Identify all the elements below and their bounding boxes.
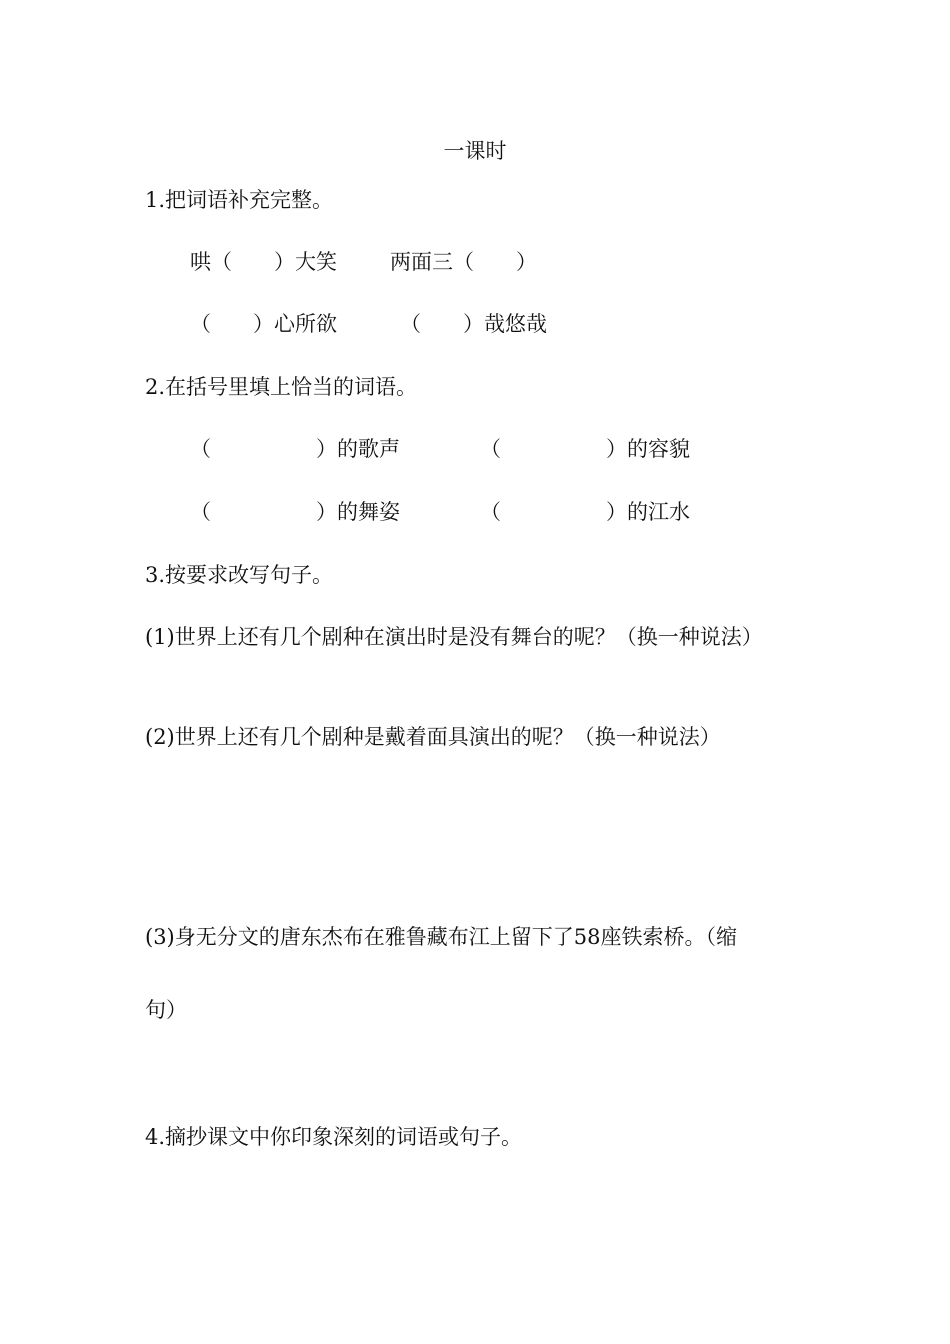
question-2-heading: 2.在括号里填上恰当的词语。 <box>145 375 418 399</box>
question-3-heading: 3.按要求改写句子。 <box>145 563 334 587</box>
q2-fill-item[interactable]: （ ）的舞姿 <box>190 500 400 524</box>
q1-fill-item[interactable]: 两面三（ ） <box>390 250 537 274</box>
q3-sentence-2: (2)世界上还有几个剧种是戴着面具演出的呢？（换一种说法） <box>145 725 721 749</box>
q3-sentence-1: (1)世界上还有几个剧种在演出时是没有舞台的呢？（换一种说法） <box>145 625 763 649</box>
q2-fill-item[interactable]: （ ）的歌声 <box>190 437 400 461</box>
page-title: 一课时 <box>443 139 507 163</box>
question-1-heading: 1.把词语补充完整。 <box>145 188 334 212</box>
q2-fill-item[interactable]: （ ）的容貌 <box>480 437 690 461</box>
q1-fill-item[interactable]: 哄（ ）大笑 <box>190 250 337 274</box>
q3-sentence-3: (3)身无分文的唐东杰布在雅鲁藏布江上留下了58座铁索桥。（缩 <box>145 925 737 949</box>
q1-fill-item[interactable]: （ ）哉悠哉 <box>400 312 547 336</box>
q2-fill-item[interactable]: （ ）的江水 <box>480 500 690 524</box>
q1-fill-item[interactable]: （ ）心所欲 <box>190 312 337 336</box>
q3-sentence-3-continuation: 句） <box>145 998 187 1022</box>
question-4-heading: 4.摘抄课文中你印象深刻的词语或句子。 <box>145 1125 523 1149</box>
